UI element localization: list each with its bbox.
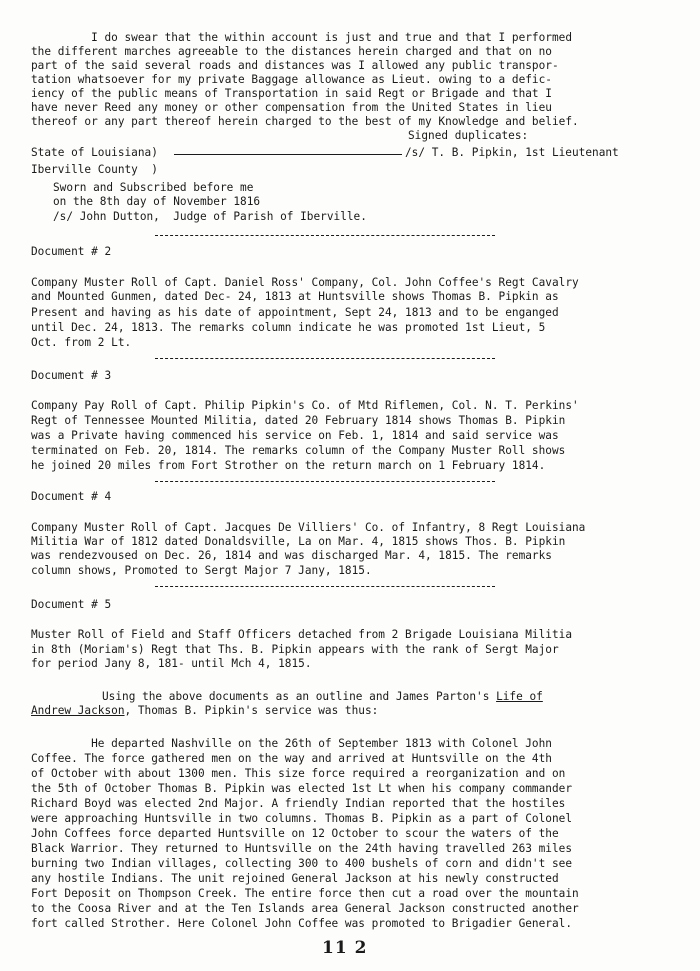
document-heading: Document # 3 [31, 369, 112, 382]
document-heading: Document # 4 [31, 490, 112, 503]
document-line: Present and having as his date of appointment, Sept 24, 1813 and to be enganged [31, 306, 559, 319]
summary-intro [102, 690, 543, 704]
section-divider [155, 235, 495, 236]
book-title: Life of [496, 690, 543, 703]
county-line: Iberville County ) [31, 163, 158, 176]
document-line: for period Jany 8, 181- until Mch 4, 1815. [31, 657, 312, 670]
oath-line: iency of the public means of Transportation in said Regt or Brigade and that I [31, 87, 552, 100]
summary-line: Fort Deposit on Thompson Creek. The entire force then cut a road over the mountain [31, 887, 579, 900]
signature-leader-line [174, 154, 402, 155]
document-line: until Dec. 24, 1813. The remarks column indicate he was promoted 1st Lieut, 5 [31, 321, 546, 334]
summary-line: any hostile Indians. The unit rejoined General Jackson at his newly constructed [31, 872, 559, 885]
document-heading: Document # 2 [31, 245, 112, 258]
sworn-line: on the 8th day of November 1816 [53, 195, 261, 208]
summary-line: He departed Nashville on the 26th of September 1813 with Colonel John [31, 737, 552, 750]
summary-line: the 5th of October Thomas B. Pipkin was elected 1st Lt when his company commander [31, 782, 572, 795]
document-line: Regt of Tennessee Mounted Militia, dated 20 February 1814 shows Thomas B. Pipkin [31, 414, 566, 427]
document-line: he joined 20 miles from Fort Strother on the return march on 1 February 1814. [31, 459, 546, 472]
section-divider [155, 358, 495, 359]
document-line: and Mounted Gunmen, dated Dec- 24, 1813 at Huntsville shows Thomas B. Pipkin as [31, 290, 559, 303]
sworn-line: Sworn and Subscribed before me [53, 181, 254, 194]
document-line: was a Private having commenced his service on Feb. 1, 1814 and said service was [31, 429, 559, 442]
document-line: Oct. from 2 Lt. [31, 336, 132, 349]
document-line: was rendezvoused on Dec. 26, 1814 and was discharged Mar. 4, 1815. The remarks [31, 549, 552, 562]
summary-line: Coffee. The force gathered men on the way and arrived at Huntsville on the 4th [31, 752, 552, 765]
summary-line: fort called Strother. Here Colonel John Coffee was promoted to Brigadier General. [31, 917, 572, 930]
oath-line: I do swear that the within account is just and true and that I performed [31, 31, 572, 44]
summary-line: were approaching Huntsville in two columns. Thomas B. Pipkin as a part of Colonel [31, 812, 572, 825]
summary-line: burning two Indian villages, collecting 300 to 400 bushels of corn and didn't see [31, 857, 572, 870]
page-number: 11 2 [322, 938, 368, 958]
summary-line: Richard Boyd was elected 2nd Major. A friendly Indian reported that the hostiles [31, 797, 566, 810]
document-line: in 8th (Moriam's) Regt that Ths. B. Pipkin appears with the rank of Sergt Major [31, 643, 559, 656]
summary-intro [31, 704, 378, 718]
section-divider [155, 586, 495, 587]
summary-line: Black Warrior. They returned to Huntsville on the 24th having travelled 263 miles [31, 842, 572, 855]
document-line: Militia War of 1812 dated Donaldsville, La on Mar. 4, 1815 shows Thos. B. Pipkin [31, 535, 566, 548]
summary-intro-text: Using the above documents as an outline and James Parton's [102, 690, 497, 703]
signature: /s/ T. B. Pipkin, 1st Lieutenant [405, 146, 619, 159]
signed-duplicates: Signed duplicates: [408, 129, 529, 142]
summary-line: of October with about 1300 men. This size force required a reorganization and on [31, 767, 566, 780]
document-line: terminated on Feb. 20, 1814. The remarks column of the Company Muster Roll shows [31, 444, 566, 457]
oath-line: tation whatsoever for my private Baggage allowance as Lieut. owing to a defic- [31, 73, 552, 86]
document-line: Company Muster Roll of Capt. Daniel Ross' Company, Col. John Coffee's Regt Cavalry [31, 276, 579, 289]
state-line: State of Louisiana) [31, 146, 158, 159]
document-line: column shows, Promoted to Sergt Major 7 Jany, 1815. [31, 564, 372, 577]
summary-intro-text: , Thomas B. Pipkin's service was thus: [124, 704, 379, 717]
summary-line: John Coffees force departed Huntsville on 12 October to scour the waters of the [31, 827, 559, 840]
judge-signature: /s/ John Dutton, Judge of Parish of Iberville. [53, 210, 367, 223]
oath-line: have never Reed any money or other compensation from the United States in lieu [31, 101, 552, 114]
document-heading: Document # 5 [31, 598, 112, 611]
oath-line: the different marches agreeable to the distances herein charged and that on no [31, 45, 552, 58]
oath-line: part of the said several roads and distances was I allowed any public transpor- [31, 59, 559, 72]
document-line: Company Muster Roll of Capt. Jacques De Villiers' Co. of Infantry, 8 Regt Louisiana [31, 521, 586, 534]
summary-line: to the Coosa River and at the Ten Islands area General Jackson constructed another [31, 902, 579, 915]
document-line: Muster Roll of Field and Staff Officers detached from 2 Brigade Louisiana Militia [31, 628, 572, 641]
oath-line: thereof or any part thereof herein charged to the best of my Knowledge and belief. [31, 115, 579, 128]
section-divider [155, 481, 495, 482]
document-line: Company Pay Roll of Capt. Philip Pipkin's Co. of Mtd Riflemen, Col. N. T. Perkins' [31, 399, 579, 412]
book-title: Andrew Jackson [31, 704, 125, 717]
